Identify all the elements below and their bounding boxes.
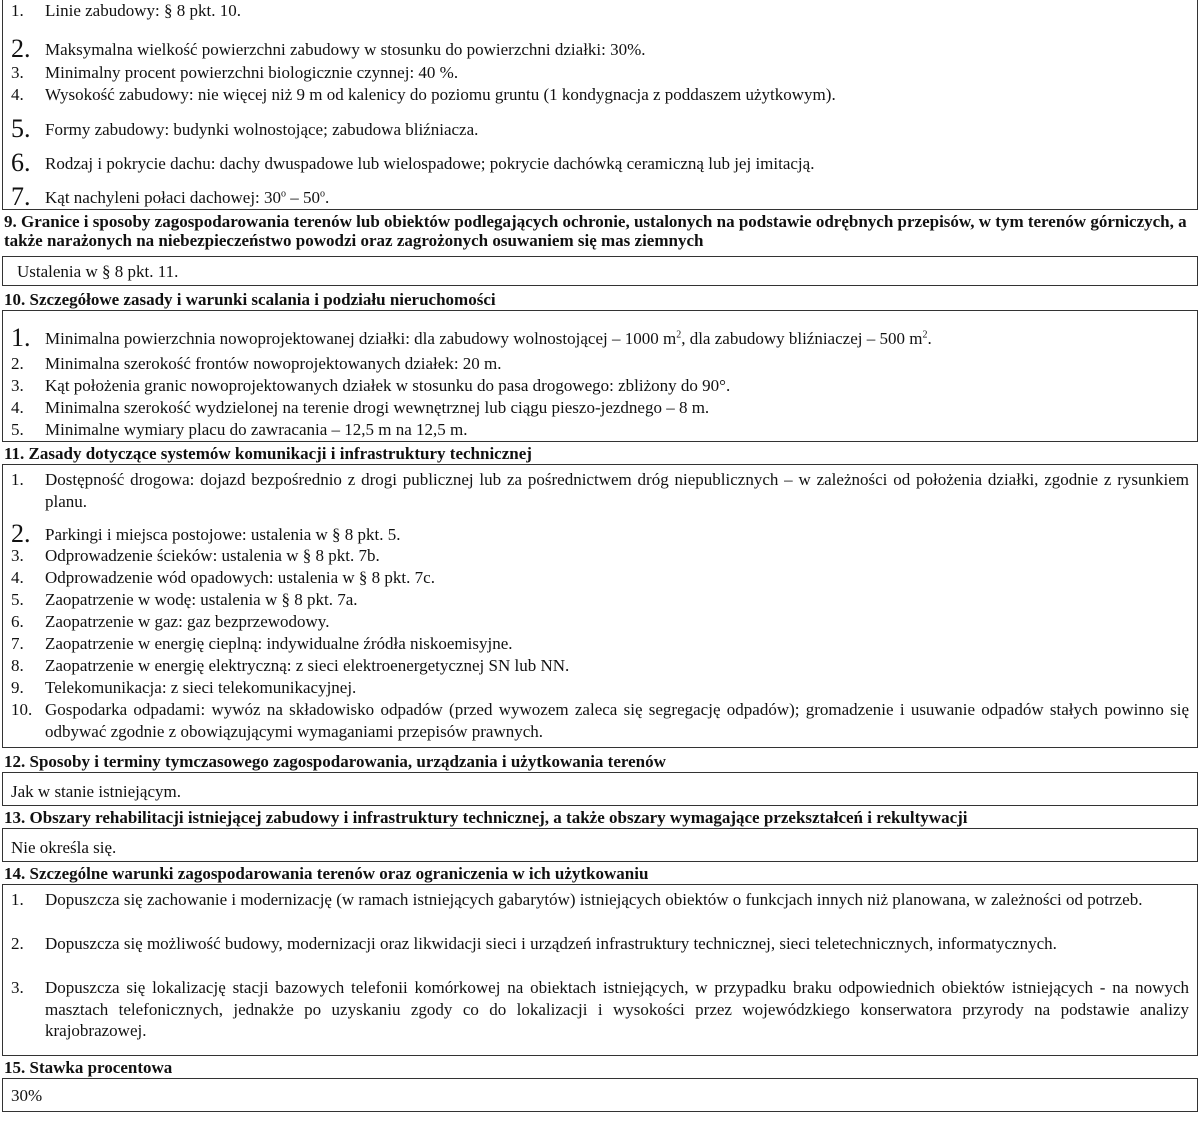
section-12-content: Jak w stanie istniejącym. bbox=[2, 772, 1198, 806]
item-text: Telekomunikacja: z sieci telekomunikacyjnej. bbox=[45, 678, 357, 697]
item-text: Kąt położenia granic nowoprojektowanych działek w stosunku do pasa drogowego: zbliżony do 90°. bbox=[45, 376, 731, 395]
text-fragment: Kąt nachyleni połaci dachowej: 30 bbox=[45, 187, 282, 207]
list-item bbox=[3, 62, 1197, 84]
item-number: 1. bbox=[11, 470, 24, 489]
text-fragment: Minimalna powierzchnia nowoprojektowanej działki: dla zabudowy wolnostojącej – 1000 m bbox=[45, 328, 677, 348]
list-item bbox=[3, 106, 1197, 143]
item-text bbox=[45, 187, 1197, 209]
list-item bbox=[3, 589, 1197, 611]
item-text: Zaopatrzenie w wodę: ustalenia w § 8 pkt. 7a. bbox=[45, 590, 358, 609]
section-8-list bbox=[3, 0, 1197, 211]
section-14-box bbox=[2, 884, 1198, 1056]
item-number: 3. bbox=[11, 63, 24, 82]
list-item bbox=[3, 0, 1197, 22]
section-9-content: Ustalenia w § 8 pkt. 11. bbox=[2, 256, 1198, 286]
superscript: 2 bbox=[922, 328, 928, 340]
document-page bbox=[2, 0, 1198, 1112]
text-fragment: . bbox=[927, 328, 932, 348]
section-14-heading: 14. Szczególne warunki zagospodarowania terenów oraz ograniczenia w ich użytkowaniu bbox=[4, 864, 649, 883]
item-text: Wysokość zabudowy: nie więcej niż 9 m od kalenicy do poziomu gruntu (1 kondygnacja z poddaszem użytkowym). bbox=[45, 85, 836, 104]
list-item bbox=[3, 375, 1197, 397]
list-item bbox=[3, 611, 1197, 633]
item-text: Minimalne wymiary placu do zawracania – 12,5 m na 12,5 m. bbox=[45, 420, 468, 439]
superscript: o bbox=[281, 187, 287, 199]
item-text: Dopuszcza się zachowanie i modernizację (w ramach istniejących gabarytów) istniejących obiektów o funkcjach innych niż planowana, w zależności od potrzeb. bbox=[45, 890, 1143, 909]
list-item bbox=[3, 397, 1197, 419]
list-item bbox=[3, 469, 1197, 513]
item-number: 4. bbox=[11, 85, 24, 104]
text-fragment: – 50 bbox=[286, 187, 321, 207]
item-text: Maksymalna wielkość powierzchni zabudowy w stosunku do powierzchni działki: 30%. bbox=[45, 39, 646, 59]
list-item bbox=[3, 84, 1197, 106]
section-8-box bbox=[2, 0, 1198, 210]
item-text: Zaopatrzenie w energię cieplną: indywidualne źródła niskoemisyjne. bbox=[45, 634, 513, 653]
list-item bbox=[3, 977, 1197, 1043]
section-10-box bbox=[2, 310, 1198, 442]
section-10-list bbox=[3, 311, 1197, 441]
item-text bbox=[45, 328, 1197, 350]
list-item bbox=[3, 567, 1197, 589]
item-number: 2. bbox=[11, 934, 24, 953]
item-number: 2. bbox=[11, 34, 31, 63]
item-text: Zaopatrzenie w energię elektryczną: z sieci elektroenergetycznej SN lub NN. bbox=[45, 656, 570, 675]
item-number: 5. bbox=[11, 590, 24, 609]
item-number: 10. bbox=[11, 700, 33, 719]
item-number: 1. bbox=[11, 323, 31, 352]
item-text: Odprowadzenie wód opadowych: ustalenia w § 8 pkt. 7c. bbox=[45, 568, 435, 587]
superscript: 2 bbox=[676, 328, 682, 340]
item-text: Formy zabudowy: budynki wolnostojące; zabudowa bliźniacza. bbox=[45, 119, 479, 139]
text-fragment: . bbox=[325, 187, 330, 207]
list-item bbox=[3, 22, 1197, 62]
item-number: 4. bbox=[11, 398, 24, 417]
item-number: 5. bbox=[11, 420, 24, 439]
item-number: 1. bbox=[11, 1, 24, 20]
list-item bbox=[3, 889, 1197, 933]
item-text: Rodzaj i pokrycie dachu: dachy dwuspadowe lub wielospadowe; pokrycie dachówką ceramiczną lub jej imitacją. bbox=[45, 153, 815, 173]
item-number: 1. bbox=[11, 890, 24, 909]
section-14-list bbox=[3, 889, 1197, 1043]
list-item bbox=[3, 513, 1197, 548]
item-number: 8. bbox=[11, 656, 24, 675]
item-number: 3. bbox=[11, 978, 24, 997]
list-item bbox=[3, 933, 1197, 977]
section-11-box bbox=[2, 464, 1198, 748]
section-15-heading: 15. Stawka procentowa bbox=[4, 1058, 173, 1077]
item-text: Zaopatrzenie w gaz: gaz bezprzewodowy. bbox=[45, 612, 330, 631]
item-number: 5. bbox=[11, 114, 31, 143]
section-13-heading: 13. Obszary rehabilitacji istniejącej zabudowy i infrastruktury technicznej, a także obszary wymagające przekształceń i rekultywacji bbox=[4, 808, 968, 827]
section-9-heading: 9. Granice i sposoby zagospodarowania terenów lub obiektów podlegających ochronie, ustalonych na podstawie odrębnych przepisów, w tym terenów górniczych, a także narażonych na niebezpieczeństwo powodzi oraz zagrożonych osuwaniem się mas ziemnych bbox=[4, 212, 1187, 250]
item-text: Dopuszcza się możliwość budowy, modernizacji oraz likwidacji sieci i urządzeń infrastruktury technicznej, sieci teletechnicznych, informatycznych. bbox=[45, 934, 1057, 953]
item-text: Minimalny procent powierzchni biologicznie czynnej: 40 %. bbox=[45, 63, 459, 82]
section-11-list bbox=[3, 469, 1197, 743]
superscript: o bbox=[320, 187, 326, 199]
list-item bbox=[3, 545, 1197, 567]
section-10-heading: 10. Szczegółowe zasady i warunki scalania i podziału nieruchomości bbox=[4, 290, 496, 309]
item-number: 6. bbox=[11, 148, 31, 177]
item-number: 9. bbox=[11, 678, 24, 697]
list-item bbox=[3, 353, 1197, 375]
item-number: 3. bbox=[11, 546, 24, 565]
list-item bbox=[3, 174, 1197, 211]
item-number: 4. bbox=[11, 568, 24, 587]
section-13-content: Nie określa się. bbox=[2, 828, 1198, 862]
item-text: Gospodarka odpadami: wywóz na składowisko odpadów (przed wywozem zaleca się segregację odpadów); gromadzenie i usuwanie odpadów stałych powinno się odbywać zgodnie z obowiązującymi wymaganiami przepisów prawnych. bbox=[45, 700, 1189, 741]
item-number: 6. bbox=[11, 612, 24, 631]
section-15-content: 30% bbox=[2, 1078, 1198, 1112]
item-number: 2. bbox=[11, 519, 31, 548]
section-11-heading: 11. Zasady dotyczące systemów komunikacji i infrastruktury technicznej bbox=[4, 444, 532, 463]
list-item bbox=[3, 699, 1197, 743]
list-item bbox=[3, 140, 1197, 177]
item-number: 3. bbox=[11, 376, 24, 395]
item-text: Dostępność drogowa: dojazd bezpośrednio z drogi publicznej lub za pośrednictwem dróg niepublicznych – w zależności od położenia działki, zgodnie z rysunkiem planu. bbox=[45, 470, 1189, 511]
item-number: 7. bbox=[11, 182, 31, 211]
item-text: Minimalna szerokość frontów nowoprojektowanych działek: 20 m. bbox=[45, 354, 502, 373]
list-item bbox=[3, 633, 1197, 655]
list-item bbox=[3, 677, 1197, 699]
item-text: Linie zabudowy: § 8 pkt. 10. bbox=[45, 1, 241, 20]
text-fragment: , dla zabudowy bliźniaczej – 500 m bbox=[681, 328, 923, 348]
list-item bbox=[3, 311, 1197, 353]
item-text: Dopuszcza się lokalizację stacji bazowych telefonii komórkowej na obiektach istniejących, w przypadku braku odpowiednich obiektów istniejących - na nowych masztach telefonicznych, jednakże po uzyskaniu zgody co do lokalizacji i wysokości przez wojewódzkiego konserwatora przyrody na podstawie analizy krajobrazowej. bbox=[45, 978, 1189, 1040]
list-item bbox=[3, 655, 1197, 677]
list-item bbox=[3, 419, 1197, 441]
item-text: Odprowadzenie ścieków: ustalenia w § 8 pkt. 7b. bbox=[45, 546, 380, 565]
item-text: Minimalna szerokość wydzielonej na terenie drogi wewnętrznej lub ciągu pieszo-jezdnego – 8 m. bbox=[45, 398, 710, 417]
item-number: 2. bbox=[11, 354, 24, 373]
section-12-heading: 12. Sposoby i terminy tymczasowego zagospodarowania, urządzania i użytkowania terenów bbox=[4, 752, 666, 771]
item-text: Parkingi i miejsca postojowe: ustalenia w § 8 pkt. 5. bbox=[45, 524, 401, 544]
item-number: 7. bbox=[11, 634, 24, 653]
